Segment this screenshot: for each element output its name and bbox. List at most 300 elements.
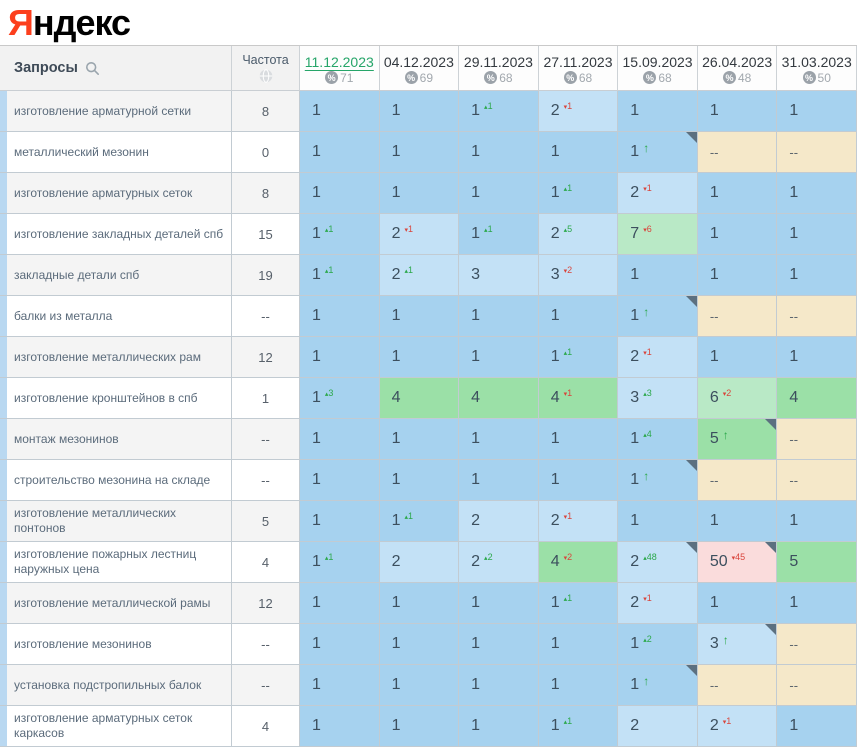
date-label[interactable]: 04.12.2023: [383, 53, 454, 70]
query-cell[interactable]: [0, 337, 232, 378]
change-up-indicator: ▴ 1: [563, 593, 573, 603]
position-cell[interactable]: [300, 706, 380, 747]
position-cell[interactable]: [459, 337, 539, 378]
position-value: 1: [630, 307, 640, 324]
position-value: 1: [391, 184, 401, 201]
position-cell[interactable]: [380, 214, 460, 255]
query-text[interactable]: изготовление пожарных лестниц наружных цена: [14, 547, 197, 576]
note-corner-marker[interactable]: [686, 460, 697, 471]
position-cell[interactable]: [698, 132, 778, 173]
change-up-indicator: ▴ 1: [324, 224, 334, 234]
date-label[interactable]: 15.09.2023: [622, 53, 693, 70]
position-value: 1: [789, 594, 799, 611]
position-cell[interactable]: [380, 378, 460, 419]
position-cell[interactable]: [777, 91, 857, 132]
note-corner-marker[interactable]: [686, 542, 697, 553]
position-value: 3: [550, 266, 560, 283]
change-up-indicator: ▴ 1: [324, 552, 334, 562]
position-cell[interactable]: [539, 214, 619, 255]
position-cell[interactable]: [459, 378, 539, 419]
date-column-header[interactable]: [300, 46, 380, 91]
row-marker: [0, 91, 7, 131]
date-column-header[interactable]: [459, 46, 539, 91]
position-value: 1: [789, 266, 799, 283]
position-value: 1: [709, 225, 719, 242]
score-value: 48: [737, 70, 752, 85]
position-value: 1: [630, 102, 640, 119]
position-cell[interactable]: [459, 91, 539, 132]
position-value: 1: [630, 430, 640, 447]
position-cell[interactable]: [459, 583, 539, 624]
position-cell[interactable]: [618, 624, 698, 665]
date-label[interactable]: 11.12.2023: [304, 53, 374, 70]
position-cell[interactable]: [380, 419, 460, 460]
frequency-cell: --: [232, 460, 300, 501]
position-cell[interactable]: [618, 419, 698, 460]
position-value: 1: [391, 143, 401, 160]
change-down-indicator: ▾ 1: [643, 593, 652, 603]
position-cell[interactable]: [698, 542, 778, 583]
change-up-indicator: ▴ 2: [484, 552, 493, 562]
change-down-indicator: ▾ 1: [563, 511, 573, 521]
query-text[interactable]: строительство мезонина на складе: [14, 472, 211, 487]
position-cell[interactable]: [300, 214, 380, 255]
query-text[interactable]: изготовление арматурной сетки: [14, 103, 192, 118]
frequency-header: [232, 46, 300, 91]
position-cell[interactable]: [777, 132, 857, 173]
row-marker: [0, 214, 7, 254]
position-cell[interactable]: [618, 255, 698, 296]
note-corner-marker[interactable]: [765, 624, 776, 635]
position-value: 1: [709, 266, 719, 283]
position-cell[interactable]: [539, 583, 619, 624]
position-cell[interactable]: [300, 665, 380, 706]
position-cell[interactable]: [618, 583, 698, 624]
position-cell[interactable]: [300, 91, 380, 132]
change-down-indicator: ▾ 6: [643, 224, 652, 234]
position-cell[interactable]: [300, 583, 380, 624]
position-value: 1: [312, 266, 321, 283]
position-cell[interactable]: [300, 173, 380, 214]
position-cell[interactable]: [539, 337, 619, 378]
position-value: 1: [630, 635, 640, 652]
query-cell[interactable]: [0, 378, 232, 419]
table-body: [0, 91, 857, 747]
position-value: --: [789, 431, 799, 447]
position-value: 2: [630, 553, 640, 570]
position-cell[interactable]: [698, 624, 778, 665]
position-cell[interactable]: [777, 624, 857, 665]
position-value: --: [709, 472, 719, 488]
position-cell[interactable]: [459, 296, 539, 337]
position-value: 1: [312, 676, 321, 693]
yandex-logo-rest: ндекс: [32, 1, 131, 43]
table-row: [0, 419, 857, 460]
date-label[interactable]: 26.04.2023: [702, 53, 773, 70]
yandex-logo-first-letter: Я: [8, 1, 33, 43]
position-cell[interactable]: [539, 501, 619, 542]
note-corner-marker[interactable]: [686, 665, 697, 676]
position-cell[interactable]: [698, 460, 778, 501]
change-up-indicator: ▴ 1: [484, 224, 493, 234]
position-cell[interactable]: [618, 706, 698, 747]
change-down-indicator: ▾ 1: [563, 388, 573, 398]
position-value: 1: [789, 512, 799, 529]
row-marker: [0, 501, 7, 541]
position-cell[interactable]: [777, 665, 857, 706]
position-cell[interactable]: [539, 665, 619, 706]
position-cell[interactable]: [380, 665, 460, 706]
row-marker: [0, 624, 7, 664]
position-value: 1: [312, 184, 321, 201]
entered-index-arrow-icon: ↑: [722, 428, 729, 442]
date-column-header[interactable]: [618, 46, 698, 91]
query-text[interactable]: металлический мезонин: [14, 144, 149, 159]
table-row: [0, 706, 857, 747]
score-value: 50: [817, 70, 831, 85]
position-cell[interactable]: [380, 624, 460, 665]
row-marker: [0, 665, 7, 705]
query-text[interactable]: балки из металла: [14, 308, 113, 323]
search-icon[interactable]: [85, 61, 100, 76]
positions-table: [0, 45, 857, 747]
position-cell[interactable]: [300, 378, 380, 419]
position-value: 1: [391, 102, 401, 119]
table-header-row: [0, 45, 857, 91]
query-cell[interactable]: [0, 419, 232, 460]
position-value: 4: [789, 389, 799, 406]
percent-icon: %: [405, 71, 418, 84]
position-value: 1: [312, 225, 321, 242]
position-cell[interactable]: [539, 624, 619, 665]
position-cell[interactable]: [380, 132, 460, 173]
position-cell[interactable]: [380, 296, 460, 337]
table-row: [0, 378, 857, 419]
position-cell[interactable]: [539, 132, 619, 173]
query-cell[interactable]: [0, 501, 232, 542]
frequency-cell: --: [232, 665, 300, 706]
change-down-indicator: ▾ 1: [643, 183, 652, 193]
frequency-cell: --: [232, 296, 300, 337]
position-cell[interactable]: [380, 337, 460, 378]
query-cell[interactable]: [0, 91, 232, 132]
position-cell[interactable]: [539, 419, 619, 460]
row-marker: [0, 337, 7, 377]
table-row: [0, 583, 857, 624]
query-text[interactable]: изготовление кронштейнов в спб: [14, 390, 198, 405]
queries-header: [0, 46, 232, 91]
note-corner-marker[interactable]: [765, 542, 776, 553]
position-cell[interactable]: [618, 296, 698, 337]
date-label[interactable]: 27.11.2023: [543, 53, 613, 70]
position-cell[interactable]: [618, 501, 698, 542]
position-value: 1: [312, 430, 321, 447]
position-cell[interactable]: [459, 173, 539, 214]
position-cell[interactable]: [539, 173, 619, 214]
query-cell[interactable]: [0, 706, 232, 747]
query-text[interactable]: изготовление металлической рамы: [14, 595, 211, 610]
position-cell[interactable]: [300, 501, 380, 542]
position-cell[interactable]: [777, 706, 857, 747]
percent-icon: %: [723, 71, 736, 84]
query-text[interactable]: изготовление закладных деталей спб: [14, 226, 224, 241]
query-text[interactable]: изготовление арматурных сеток: [14, 185, 193, 200]
position-value: 1: [391, 676, 401, 693]
score-value: 68: [578, 70, 593, 85]
position-value: 1: [312, 594, 321, 611]
row-marker: [0, 378, 7, 418]
query-cell[interactable]: [0, 665, 232, 706]
position-value: 4: [550, 553, 560, 570]
query-cell[interactable]: [0, 583, 232, 624]
query-cell[interactable]: [0, 624, 232, 665]
position-value: 1: [312, 102, 321, 119]
position-value: 1: [391, 348, 401, 365]
position-value: 1: [630, 676, 640, 693]
note-corner-marker[interactable]: [686, 132, 697, 143]
position-value: 1: [709, 348, 719, 365]
date-column-header[interactable]: [539, 46, 619, 91]
position-value: --: [789, 308, 799, 324]
position-cell[interactable]: [777, 296, 857, 337]
position-cell[interactable]: [380, 460, 460, 501]
position-cell[interactable]: [777, 501, 857, 542]
position-cell[interactable]: [300, 337, 380, 378]
position-cell[interactable]: [777, 214, 857, 255]
position-cell[interactable]: [777, 173, 857, 214]
position-value: 5: [709, 430, 719, 447]
query-cell[interactable]: [0, 214, 232, 255]
position-value: 2: [709, 717, 719, 734]
position-value: 7: [630, 225, 640, 242]
position-cell[interactable]: [618, 542, 698, 583]
position-value: 2: [630, 348, 640, 365]
position-cell[interactable]: [459, 460, 539, 501]
visibility-score: [405, 71, 433, 85]
frequency-cell: 0: [232, 132, 300, 173]
position-value: 1: [550, 635, 560, 652]
position-cell[interactable]: [618, 460, 698, 501]
position-cell[interactable]: [459, 542, 539, 583]
position-value: --: [709, 677, 719, 693]
position-cell[interactable]: [777, 460, 857, 501]
position-cell[interactable]: [698, 501, 778, 542]
query-cell[interactable]: [0, 296, 232, 337]
position-cell[interactable]: [300, 542, 380, 583]
table-row: [0, 624, 857, 665]
position-cell[interactable]: [539, 378, 619, 419]
position-value: 1: [550, 184, 560, 201]
frequency-header-label: Частота: [242, 53, 289, 67]
position-value: 1: [550, 430, 560, 447]
position-cell[interactable]: [698, 419, 778, 460]
position-cell[interactable]: [618, 665, 698, 706]
position-value: 1: [471, 594, 481, 611]
position-cell[interactable]: [539, 706, 619, 747]
change-down-indicator: ▾ 1: [563, 101, 573, 111]
position-value: 2: [550, 102, 560, 119]
score-value: 71: [340, 70, 354, 85]
position-cell[interactable]: [459, 419, 539, 460]
position-cell[interactable]: [618, 378, 698, 419]
position-cell[interactable]: [698, 706, 778, 747]
position-cell[interactable]: [459, 665, 539, 706]
position-value: 1: [789, 184, 799, 201]
position-value: 1: [312, 635, 321, 652]
position-cell[interactable]: [698, 255, 778, 296]
position-cell[interactable]: [380, 542, 460, 583]
note-corner-marker[interactable]: [686, 296, 697, 307]
position-cell[interactable]: [539, 296, 619, 337]
position-cell[interactable]: [380, 501, 460, 542]
position-value: 1: [471, 717, 481, 734]
position-cell[interactable]: [698, 214, 778, 255]
position-value: 1: [550, 676, 560, 693]
position-value: 1: [471, 102, 481, 119]
position-value: 2: [391, 225, 401, 242]
frequency-cell: 12: [232, 337, 300, 378]
position-cell[interactable]: [459, 132, 539, 173]
query-cell[interactable]: [0, 460, 232, 501]
position-cell[interactable]: [698, 173, 778, 214]
position-cell[interactable]: [300, 255, 380, 296]
yandex-logo: [8, 1, 131, 43]
query-text[interactable]: изготовление арматурных сеток каркасов: [14, 711, 193, 740]
position-cell[interactable]: [380, 706, 460, 747]
position-value: 2: [630, 717, 640, 734]
position-value: 50: [709, 553, 728, 570]
query-text[interactable]: изготовление мезонинов: [14, 636, 152, 651]
position-cell[interactable]: [777, 337, 857, 378]
position-cell[interactable]: [459, 624, 539, 665]
row-marker: [0, 255, 7, 295]
change-up-indicator: ▴ 1: [324, 265, 334, 275]
position-cell[interactable]: [380, 173, 460, 214]
position-cell[interactable]: [380, 91, 460, 132]
change-down-indicator: ▾ 2: [722, 388, 732, 398]
position-cell[interactable]: [618, 132, 698, 173]
position-value: --: [709, 308, 719, 324]
position-cell[interactable]: [459, 501, 539, 542]
query-cell[interactable]: [0, 542, 232, 583]
entered-index-arrow-icon: ↑: [643, 469, 650, 483]
query-cell[interactable]: [0, 255, 232, 296]
position-value: 4: [471, 389, 481, 406]
position-cell[interactable]: [618, 214, 698, 255]
position-cell[interactable]: [380, 583, 460, 624]
position-value: 1: [550, 143, 560, 160]
query-text[interactable]: закладные детали спб: [14, 267, 140, 282]
position-cell[interactable]: [300, 419, 380, 460]
position-cell[interactable]: [618, 173, 698, 214]
query-cell[interactable]: [0, 173, 232, 214]
position-cell[interactable]: [618, 337, 698, 378]
position-cell[interactable]: [777, 419, 857, 460]
position-cell[interactable]: [777, 583, 857, 624]
position-cell[interactable]: [698, 91, 778, 132]
position-value: 1: [550, 471, 560, 488]
position-cell[interactable]: [777, 255, 857, 296]
position-cell[interactable]: [539, 255, 619, 296]
frequency-cell: 4: [232, 706, 300, 747]
row-marker: [0, 460, 7, 500]
position-cell[interactable]: [539, 460, 619, 501]
entered-index-arrow-icon: ↑: [643, 305, 650, 319]
position-value: 1: [391, 512, 401, 529]
table-row: [0, 255, 857, 296]
date-label[interactable]: 29.11.2023: [463, 53, 533, 70]
position-value: 1: [789, 348, 799, 365]
position-value: 1: [471, 348, 481, 365]
position-value: 1: [709, 102, 719, 119]
frequency-cell: 4: [232, 542, 300, 583]
position-value: 3: [709, 635, 719, 652]
logo-bar: [0, 0, 857, 45]
position-value: 1: [471, 307, 481, 324]
position-cell[interactable]: [698, 337, 778, 378]
visibility-score: [484, 71, 512, 85]
position-cell[interactable]: [698, 665, 778, 706]
position-cell[interactable]: [698, 378, 778, 419]
table-row: [0, 132, 857, 173]
change-up-indicator: ▴ 4: [643, 429, 652, 439]
query-cell[interactable]: [0, 132, 232, 173]
position-cell[interactable]: [698, 296, 778, 337]
position-cell[interactable]: [300, 132, 380, 173]
position-cell[interactable]: [380, 255, 460, 296]
position-cell[interactable]: [459, 255, 539, 296]
date-label[interactable]: 31.03.2023: [781, 53, 852, 70]
change-up-indicator: ▴ 1: [563, 183, 573, 193]
date-column-header[interactable]: [777, 46, 857, 91]
position-cell[interactable]: [777, 542, 857, 583]
globe-icon[interactable]: [259, 69, 273, 83]
position-cell[interactable]: [300, 624, 380, 665]
position-value: 4: [391, 389, 401, 406]
position-value: 1: [550, 348, 560, 365]
position-cell[interactable]: [459, 214, 539, 255]
position-value: 1: [391, 635, 401, 652]
position-cell[interactable]: [539, 91, 619, 132]
note-corner-marker[interactable]: [765, 419, 776, 430]
position-value: 1: [312, 307, 321, 324]
frequency-cell: 19: [232, 255, 300, 296]
query-text[interactable]: изготовление металлических понтонов: [14, 506, 177, 535]
query-text[interactable]: монтаж мезонинов: [14, 431, 119, 446]
position-cell[interactable]: [539, 542, 619, 583]
position-cell[interactable]: [300, 460, 380, 501]
position-cell[interactable]: [459, 706, 539, 747]
position-value: 1: [312, 553, 321, 570]
date-column-header[interactable]: [698, 46, 778, 91]
position-cell[interactable]: [698, 583, 778, 624]
date-column-header[interactable]: [380, 46, 460, 91]
query-text[interactable]: изготовление металлических рам: [14, 349, 201, 364]
position-cell[interactable]: [618, 91, 698, 132]
query-text[interactable]: установка подстропильных балок: [14, 677, 202, 692]
change-up-indicator: ▴ 1: [563, 347, 573, 357]
position-value: 1: [312, 717, 321, 734]
position-cell[interactable]: [777, 378, 857, 419]
frequency-cell: 15: [232, 214, 300, 255]
position-cell[interactable]: [300, 296, 380, 337]
change-up-indicator: ▴ 48: [643, 552, 657, 562]
position-value: 1: [709, 512, 719, 529]
frequency-cell: 8: [232, 173, 300, 214]
entered-index-arrow-icon: ↑: [643, 141, 650, 155]
position-value: 2: [550, 512, 560, 529]
position-value: 1: [630, 471, 640, 488]
